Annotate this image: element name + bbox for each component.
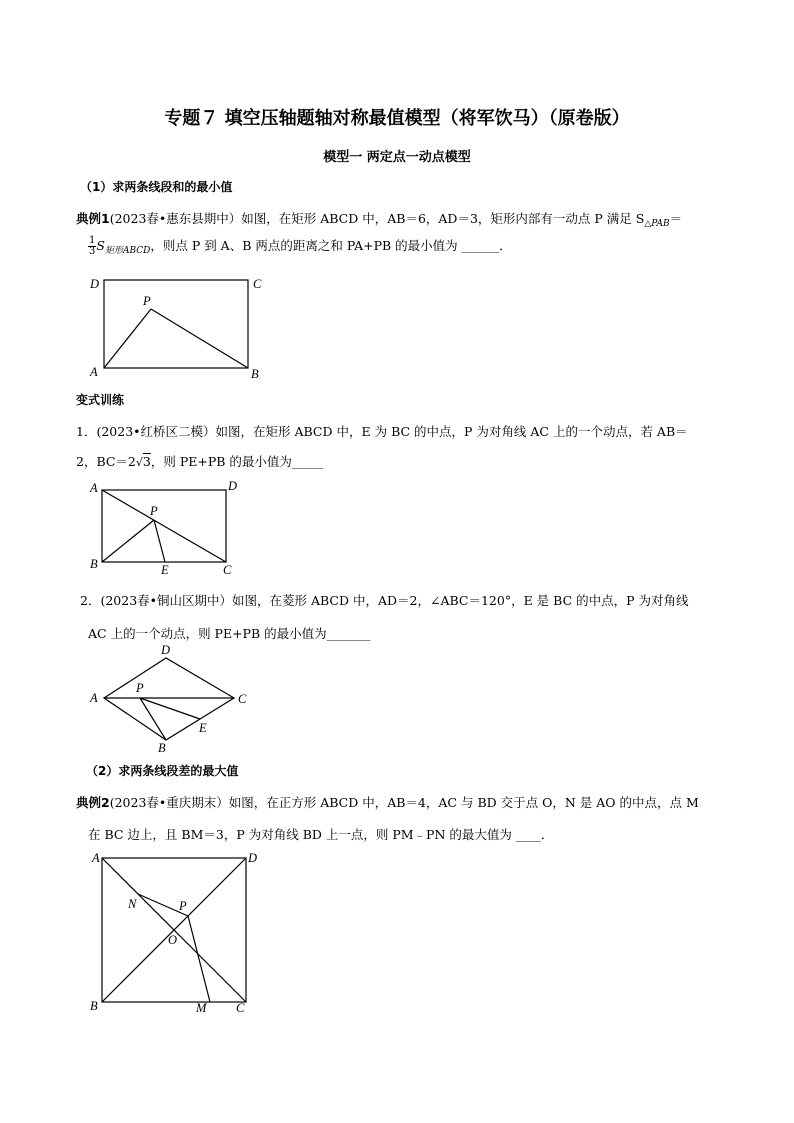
label-e: E	[161, 563, 169, 577]
example1-line1	[76, 209, 682, 229]
segment-pb	[140, 698, 166, 740]
label-c: C	[236, 1001, 245, 1015]
segment-pe	[140, 698, 200, 719]
label-b: B	[90, 999, 98, 1013]
label-b: B	[90, 557, 98, 571]
model-subtitle: 模型一 两定点一动点模型	[323, 150, 471, 165]
page-title: 专题７ 填空压轴题轴对称最值模型（将军饮马）（原卷版）	[164, 108, 630, 129]
label-a: A	[90, 365, 98, 379]
figure-example1	[88, 272, 268, 382]
label-p: P	[143, 294, 151, 308]
segment-pb	[102, 520, 154, 562]
label-d: D	[161, 643, 171, 657]
example2-lead: 典例2	[76, 795, 110, 810]
figure-q2	[88, 642, 258, 754]
segment-pb	[151, 309, 248, 368]
label-e: E	[199, 721, 207, 735]
fraction-one-third: $\frac{1}{3}$	[89, 235, 96, 257]
label-p: P	[179, 899, 187, 913]
section-heading-min-sum: （1）求两条线段和的最小值	[80, 180, 233, 194]
label-p: P	[136, 681, 144, 695]
q2-line1: 2．(2023春•铜山区期中）如图，在菱形 ABCD 中，AD＝2，∠ABC＝120°，E 是 BC 的中点，P 为对角线	[80, 593, 689, 608]
example1-sub-rect: 矩形ABCD	[104, 246, 151, 256]
section-heading-max-diff: （2）求两条线段差的最大值	[86, 764, 239, 778]
label-a: A	[90, 481, 98, 495]
example1-text: (2023春•惠东县期中）如图，在矩形 ABCD 中，AB＝6，AD＝3，矩形内部有一动点 P 满足 S	[109, 211, 645, 226]
label-c: C	[238, 692, 247, 706]
rhombus-abcd	[104, 658, 234, 740]
q1-text-a: 2，BC＝2	[76, 454, 136, 469]
example1-text-rest: ，则点 P 到 A、B 两点的距离之和 PA+PB 的最小值为 ______．	[150, 238, 512, 253]
example2-line2: 在 BC 边上，且 BM＝3，P 为对角线 BD 上一点，则 PM﹣PN 的最大值为 ____．	[88, 827, 554, 842]
example1-line2	[88, 236, 512, 257]
example1-eq: ＝	[669, 211, 683, 226]
label-o: O	[168, 933, 178, 947]
example2-text1: (2023春•重庆期末）如图，在正方形 ABCD 中，AB＝4，AC 与 BD 交于点 O，N 是 AO 的中点，点 M	[109, 795, 699, 810]
figure-example2	[88, 846, 263, 1016]
label-b: B	[158, 741, 166, 755]
label-c: C	[223, 563, 232, 577]
example1-sub-pab: △PAB	[644, 219, 670, 229]
label-a: A	[90, 691, 98, 705]
q1-sqrt-arg: 3	[142, 454, 151, 469]
q1-line2: 2，BC＝2√3，则 PE+PB 的最小值为_____	[76, 454, 324, 469]
diagonal-ac	[102, 490, 226, 562]
label-n: N	[128, 897, 137, 911]
figure-q1	[88, 478, 248, 578]
label-d: D	[228, 479, 238, 493]
variants-heading: 变式训练	[76, 393, 125, 407]
label-d: D	[248, 851, 258, 865]
segment-pm	[188, 916, 210, 1002]
q2-line2: AC 上的一个动点，则 PE+PB 的最小值为_______	[88, 626, 371, 641]
q1-line1: 1．(2023•红桥区二模）如图，在矩形 ABCD 中，E 为 BC 的中点，P 为对角线 AC 上的一个动点，若 AB＝	[76, 424, 688, 439]
example1-lead: 典例1	[76, 211, 110, 226]
label-a: A	[92, 851, 100, 865]
label-b: B	[251, 367, 259, 381]
label-c: C	[253, 277, 262, 291]
example2-line1	[76, 793, 699, 811]
q1-text-b: ，则 PE+PB 的最小值为_____	[150, 454, 324, 469]
segment-pa	[104, 309, 151, 368]
label-p: P	[150, 504, 158, 518]
area-symbol: S	[96, 238, 105, 253]
label-d: D	[90, 277, 100, 291]
label-m: M	[196, 1001, 207, 1015]
